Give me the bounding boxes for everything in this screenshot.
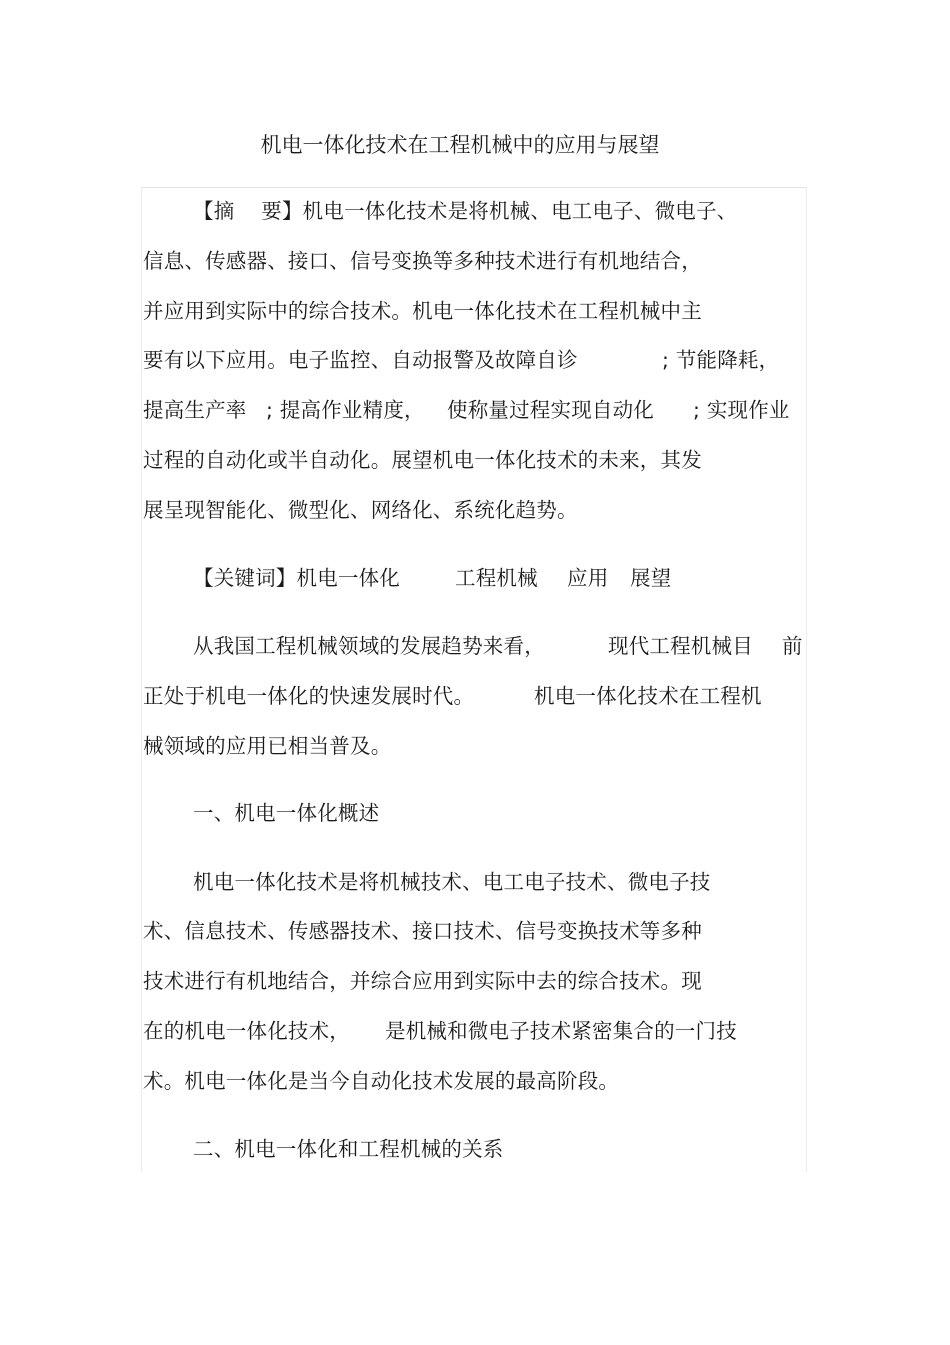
abstract-line-2: 信息、传感器、接口、信号变换等多种技术进行有机地结合， xyxy=(143,249,702,273)
section-1-line-1: 机电一体化技术是将机械技术、电工电子技术、微电子技 xyxy=(193,870,711,894)
abstract-line-6: 过程的自动化或半自动化。展望机电一体化技术的未来，其发 xyxy=(143,448,702,472)
intro-line-1b: 现代工程机械目 xyxy=(608,634,753,658)
document-title: 机电一体化技术在工程机械中的应用与展望 xyxy=(260,133,660,157)
section-1-line-5: 术。机电一体化是当今自动化技术发展的最高阶段。 xyxy=(143,1069,620,1093)
abstract-line-3: 并应用到实际中的综合技术。机电一体化技术在工程机械中主 xyxy=(143,299,702,323)
keyword-3: 展望 xyxy=(630,566,672,590)
section-1-line-3: 技术进行有机地结合，并综合应用到实际中去的综合技术。现 xyxy=(143,969,702,993)
section-1-line-2: 术、信息技术、传感器技术、接口技术、信号变换技术等多种 xyxy=(143,919,702,943)
keyword-1: 工程机械 xyxy=(455,566,538,590)
intro-line-3: 械领域的应用已相当普及。 xyxy=(143,734,392,758)
intro-line-1a: 从我国工程机械领域的发展趋势来看， xyxy=(193,634,545,658)
intro-line-2a: 正处于机电一体化的快速发展时代。 xyxy=(143,684,475,708)
abstract-line-5b: ; 提高作业精度， xyxy=(266,398,425,422)
abstract-line-7: 展呈现智能化、微型化、网络化、系统化趋势。 xyxy=(143,498,578,522)
keywords-label: 【关键词】机电一体化 xyxy=(193,566,400,590)
section-2-heading: 二、机电一体化和工程机械的关系 xyxy=(193,1137,504,1161)
abstract-line-5d: ; 实现作业 xyxy=(693,398,790,422)
abstract-line-4a: 要有以下应用。电子监控、自动报警及故障自诊 xyxy=(143,348,578,372)
abstract-line-5c: 使称量过程实现自动化 xyxy=(447,398,654,422)
keyword-2: 应用 xyxy=(567,566,609,590)
intro-line-1c: 前 xyxy=(782,634,803,658)
abstract-line-1: 【摘 要】机电一体化技术是将机械、电工电子、微电子、 xyxy=(193,199,738,223)
section-1-line-4a: 在的机电一体化技术， xyxy=(143,1019,350,1043)
intro-line-2b: 机电一体化技术在工程机 xyxy=(534,684,762,708)
section-1-heading: 一、机电一体化概述 xyxy=(193,801,380,825)
abstract-line-4b: ; 节能降耗， xyxy=(662,348,780,372)
abstract-line-5a: 提高生产率 xyxy=(143,398,247,422)
section-1-line-4b: 是机械和微电子技术紧密集合的一门技 xyxy=(385,1019,737,1043)
